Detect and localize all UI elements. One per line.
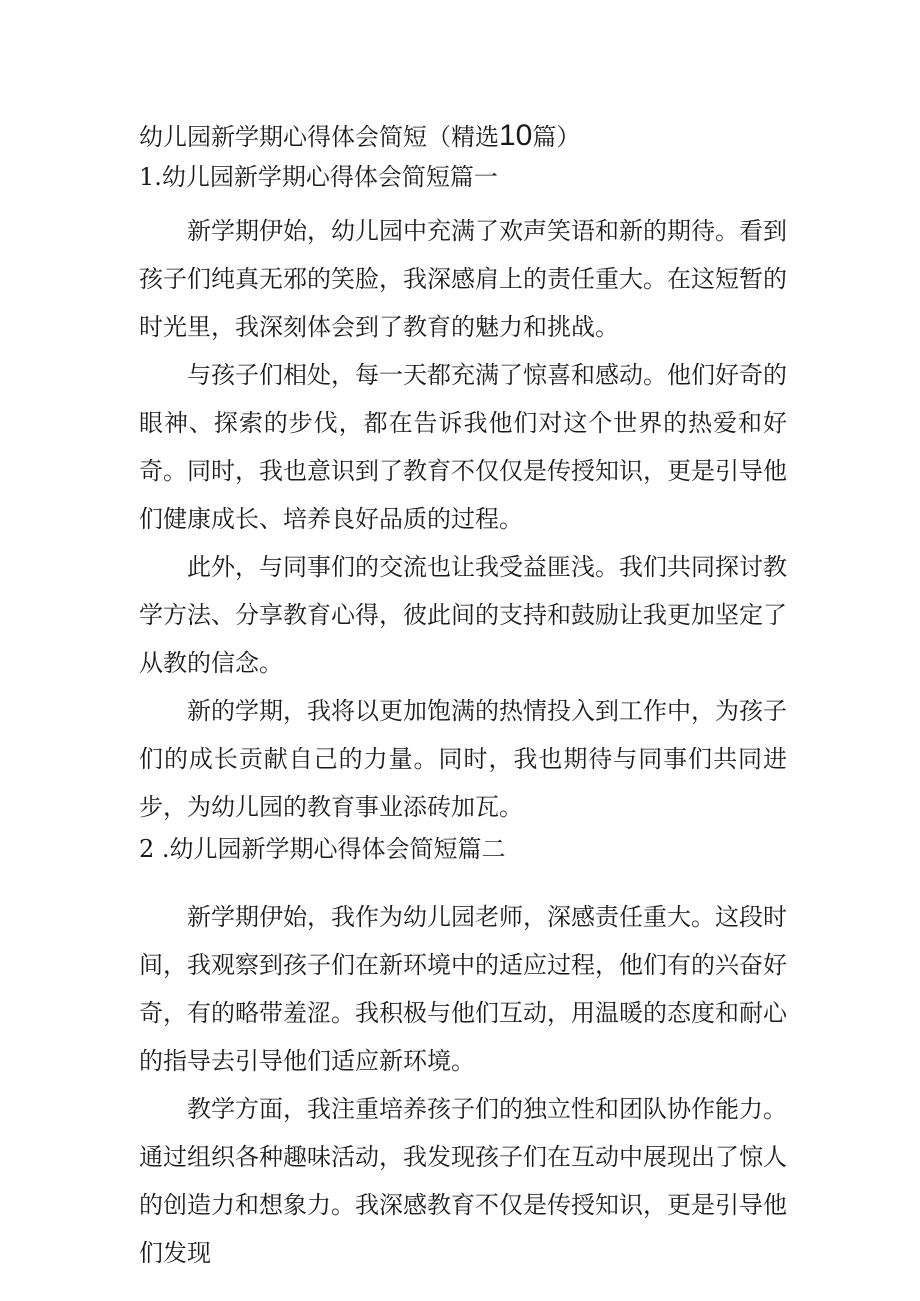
- section-1-paragraph-1: 新学期伊始，幼儿园中充满了欢声笑语和新的期待。看到孩子们纯真无邪的笑脸，我深感肩上的责任重大。在这短暂的时光里，我深刻体会到了教育的魅力和挑战。: [139, 217, 787, 341]
- title-number: 10: [499, 119, 533, 152]
- document-page: [139, 118, 787, 1277]
- section-2-paragraph-1: 新学期伊始，我作为幼儿园老师，深感责任重大。这段时间，我观察到孩子们在新环境中的适应过程，他们有的兴奋好奇，有的略带羞涩。我积极与他们互动，用温暖的态度和耐心的指导去引导他们适应新环境。: [139, 903, 787, 1075]
- section-2-paragraph-2: 教学方面，我注重培养孩子们的独立性和团队协作能力。通过组织各种趣味活动，我发现孩子们在互动中展现出了惊人的创造力和想象力。我深感教育不仅是传授知识，更是引导他们发现: [139, 1095, 787, 1267]
- title-prefix: 幼儿园新学期心得体会简短（精选: [139, 123, 499, 151]
- section-2-heading: 2 .幼儿园新学期心得体会简短篇二: [139, 835, 506, 863]
- section-1-paragraph-4: 新的学期，我将以更加饱满的热情投入到工作中，为孩子们的成长贡献自己的力量。同时，我也期待与同事们共同进步，为幼儿园的教育事业添砖加瓦。: [139, 697, 787, 821]
- document-title: [139, 118, 787, 155]
- title-suffix: 篇）: [532, 123, 581, 151]
- section-1-paragraph-2: 与孩子们相处，每一天都充满了惊喜和感动。他们好奇的眼神、探索的步伐，都在告诉我他们对这个世界的热爱和好奇。同时，我也意识到了教育不仅仅是传授知识，更是引导他们健康成长、培养良好品质的过程。: [139, 361, 787, 533]
- section-1-paragraph-3: 此外，与同事们的交流也让我受益匪浅。我们共同探讨教学方法、分享教育心得，彼此间的支持和鼓励让我更加坚定了从教的信念。: [139, 553, 787, 677]
- section-1-heading: 1.幼儿园新学期心得体会简短篇一: [139, 163, 498, 191]
